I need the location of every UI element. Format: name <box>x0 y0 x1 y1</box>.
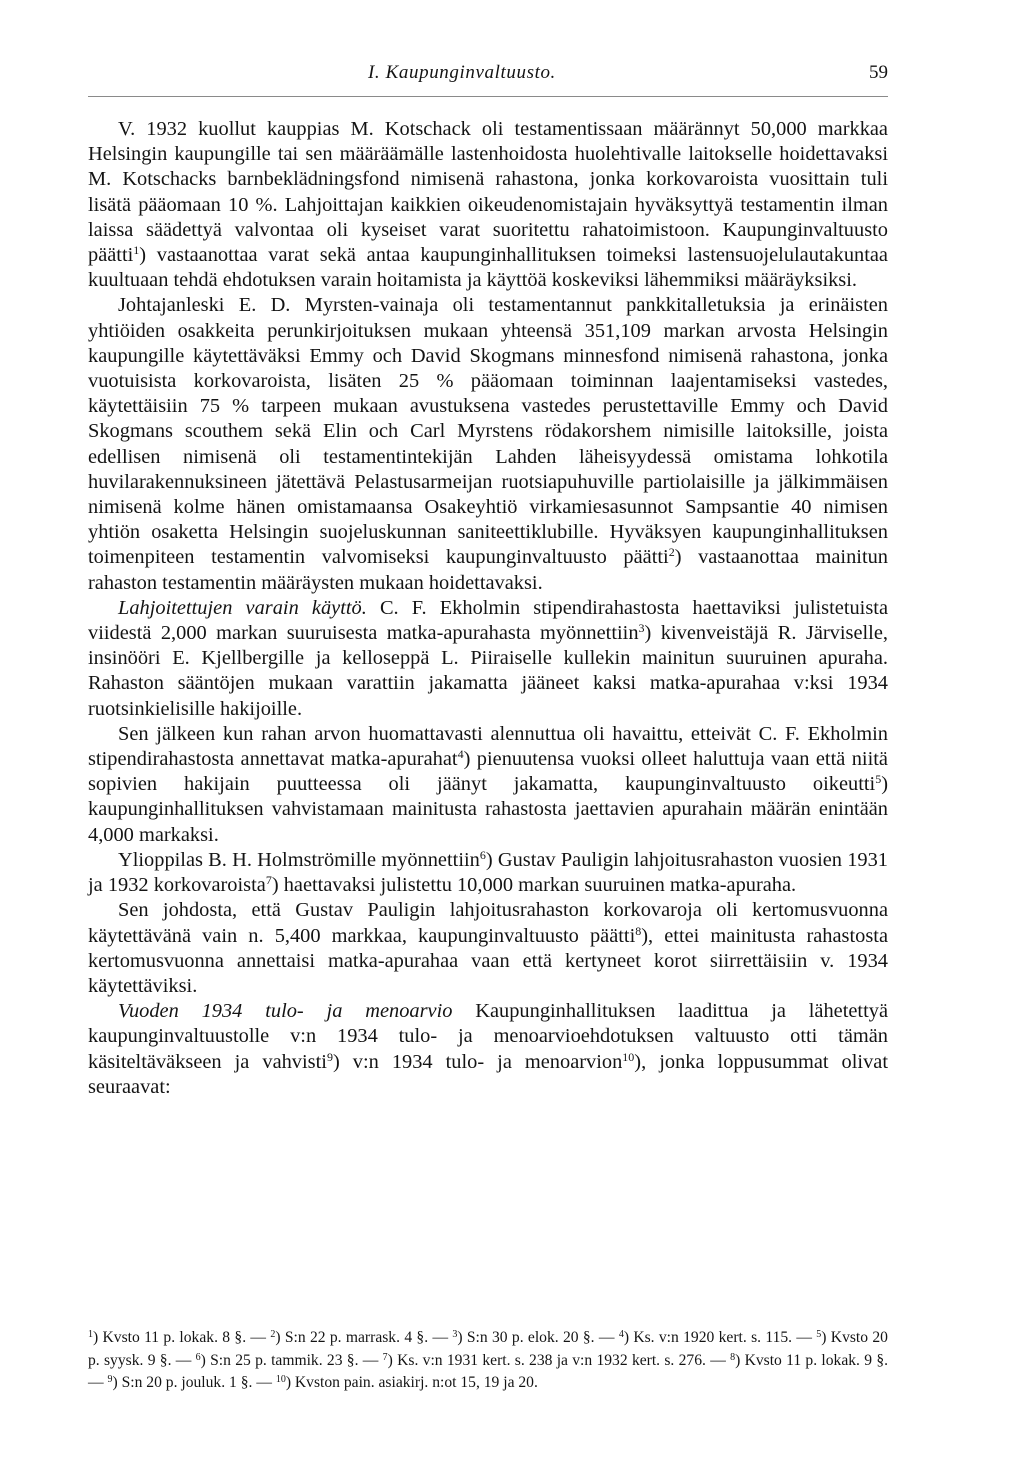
footnote-ref: 7 <box>265 873 272 888</box>
body-text <box>88 117 888 1100</box>
footnote-ref: 3 <box>638 621 645 636</box>
footnote-ref: 10 <box>622 1049 635 1064</box>
footnotes <box>88 1327 888 1395</box>
header-rule <box>88 96 888 97</box>
footnote-ref: 9 <box>326 1049 333 1064</box>
paragraph-ekholm: Sen jälkeen kun rahan arvon huomattavasti alennuttua oli havaittu, etteivät C. F. Ekholmin stipendirahastosta annettavat matka-apurahat$^4$) pienuutensa vuoksi olleet haluttuja vaan että niitä sopivien hakijain puutteessa oli jäänyt jakamatta, kaupunginvaltuusto oikeutti$^5$) kaupunginhallituksen vahvistamaan mainitusta rahastosta jaettavien apurahain määrän enintään 4,000 markaksi. <box>88 722 888 846</box>
footnote-ref: 5 <box>875 772 882 787</box>
footnote-ref: 1 <box>133 243 140 258</box>
paragraph-paulig: Sen johdosta, että Gustav Pauligin lahjoitusrahaston korkovaroja oli kertomusvuonna käytettävänä vain n. 5,400 markkaa, kaupunginvaltuusto päätti$^8$), ettei mainitusta rahastosta kertomusvuonna annettaisi matka-apurahaa vaan että kertyneet korot siirrettäisiin v. 1934 käytettäviksi. <box>88 899 888 997</box>
footnote-ref: 6 <box>479 847 486 862</box>
paragraph-tulo-menoarvio: Vuoden 1934 tulo- ja menoarvio Kaupunginhallituksen laadittua ja lähetettyä kaupunginvaltuustolle v:n 1934 tulo- ja menoarvioehdotuksen valtuusto otti tämän käsiteltäväkseen ja vahvisti$^9$) v:n 1934 tulo- ja menoarvion$^{10}$), jonka loppusummat olivat seuraavat: <box>88 1000 888 1098</box>
paragraph-kotschack: V. 1932 kuollut kauppias M. Kotschack oli testamentissaan määrännyt 50,000 markkaa Helsingin kaupungille tai sen määräämälle lastenhoidosta huolehtivalle laitokselle hoidettavaksi M. Kotschacks barnbeklädningsfond nimisenä rahastona, jonka korkovaroista vuosittain tuli lisätä pääomaan 10 %. Lahjoittajan kaikkien oikeudenomistajain hyväksyttyä testamentin ilman laissa säädettyä valvontaa oli kyseiset varat suoritettu rahatoimistoon. Kaupunginvaltuusto päätti$^1$) vastaanottaa varat sekä antaa kaupunginhallituksen toimeksi lastensuojelulautakuntaa kuultuaan tehdä ehdotuksen varain hoitamista ja käyttöä koskeviksi lähemmiksi määräyksiksi. <box>88 118 888 292</box>
page-number: 59 <box>869 62 888 83</box>
footnote-list: $^1$) Kvsto 11 p. lokak. 8 §. — $^2$) S:n 22 p. marrask. 4 §. — $^3$) S:n 30 p. elok. 20 §. — $^4$) Ks. v:n 1920 kert. s. 115. — $^5$) Kvsto 20 p. syysk. 9 §. — $^6$) S:n 25 p. tammik. 23 §. — $^7$) Ks. v:n 1931 kert. s. 238 ja v:n 1932 kert. s. 276. — $^8$) Kvsto 11 p. lokak. 9 §. — $^9$) S:n 20 p. jouluk. 1 §. — $^{10}$) Kvston pain. asiakirj. n:ot 15, 19 ja 20. <box>88 1329 889 1391</box>
paragraph-myrsten: Johtajanleski E. D. Myrsten-vainaja oli testamentannut pankkitalletuksia ja erinäisten yhtiöiden osakkeita perunkirjoituksen mukaan yhteensä 351,109 markan arvosta Helsingin kaupungille käytettäväksi Emmy och David Skogmans minnesfond nimisenä rahastona, jonka vuotuisista korkovaroista, lisäten 25 % pääomaan toiminnan laajentamiseksi vastedes, käytettäisiin 75 % tarpeen mukaan avustuksena vastedes perustettaville Emmy och David Skogmans scouthem sekä Elin och Carl Myrstens rödakorshem nimisille laitoksille, joista edellisen nimisenä oli testamentintekijän Lahden läheisyydessä omistama lohkotila huvilarakennuksineen jätettävä Pelastusarmeijan ruotsiapuhuville partiolaisille ja jälkimmäisen nimisenä kolme hänen omistamaansa Osakeyhtiö virkamiesasunnot Sampsantie 40 nimisen yhtiön osaketta Helsingin suojeluskunnan saniteettiklubille. Hyväksyen kaupunginhallituksen toimenpiteen testamentin valvomiseksi kaupunginvaltuusto päätti$^2$) vastaanottaa mainitun rahaston testamentin määräysten mukaan hoidettavaksi. <box>88 294 889 594</box>
paragraph-lahjoitettujen: Lahjoitettujen varain käyttö. C. F. Ekholmin stipendirahastosta haettaviksi julistetuista viidestä 2,000 markan suuruisesta matka-apurahasta myönnettiin$^3$) kivenveistäjä R. Järviselle, insinööri E. Kjellbergille ja kelloseppä L. Piiraiselle kullekin mainitun suuruinen apuraha. Rahaston sääntöjen mukaan varattiin jakamatta jääneet kaksi matka-apurahaa v:ksi 1934 ruotsinkielisille hakijoille. <box>88 596 888 720</box>
section-heading: Vuoden 1934 tulo- ja menoarvio <box>118 1000 453 1023</box>
section-heading: Lahjoitettujen varain käyttö. <box>118 596 367 619</box>
footnote-ref: 8 <box>635 923 642 938</box>
paragraph-holmstrom: Ylioppilas B. H. Holmströmille myönnettiin$^6$) Gustav Pauligin lahjoitusrahaston vuosien 1931 ja 1932 korkovaroista$^7$) haettavaksi julistettu 10,000 markan suuruinen matka-apuraha. <box>88 847 888 897</box>
footnote-ref: 2 <box>668 545 675 560</box>
footnote-ref: 4 <box>457 747 464 762</box>
chapter-title: I. Kaupunginvaltuusto. <box>368 62 556 83</box>
running-header <box>88 62 888 92</box>
